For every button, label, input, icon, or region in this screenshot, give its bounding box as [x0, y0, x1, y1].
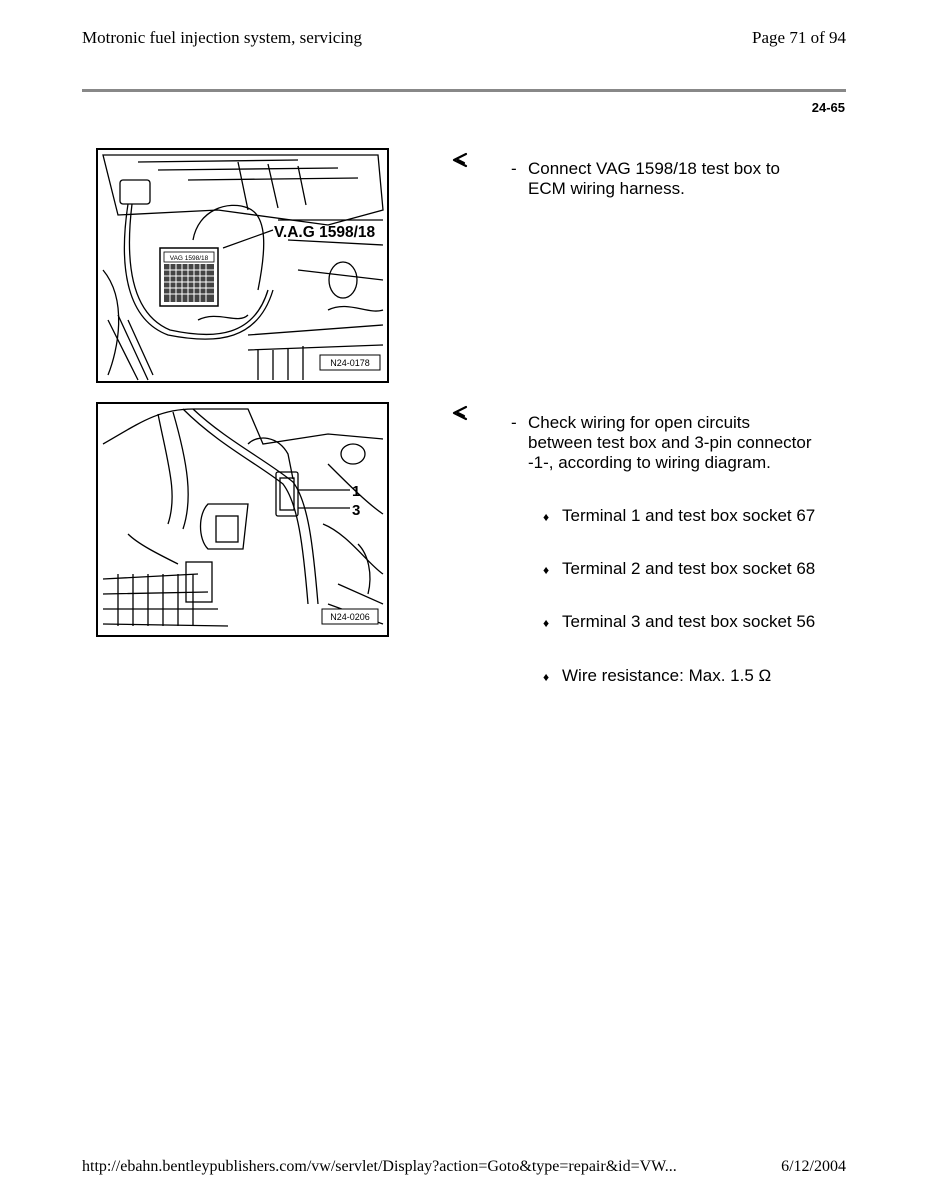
document-title: Motronic fuel injection system, servicing [82, 28, 362, 47]
figure-id-label: N24-0206 [330, 612, 370, 622]
figure-callout-1: 1 [352, 483, 361, 500]
figure-test-box-connection [96, 148, 389, 383]
diamond-bullet-icon: ♦ [543, 510, 550, 524]
diamond-bullet-icon: ♦ [543, 670, 550, 684]
instruction-step [511, 159, 818, 199]
figure-id-label: N24-0178 [330, 358, 370, 368]
header-divider [82, 89, 846, 92]
bullet-text: Wire resistance: Max. 1.5 Ω [562, 666, 772, 685]
bullet-item [543, 666, 832, 686]
diamond-bullet-icon: ♦ [543, 563, 550, 577]
instruction-step [511, 413, 818, 473]
page-indicator: Page 71 of 94 [752, 28, 846, 47]
step-dash: - [511, 159, 517, 178]
figure-callout-vag: V.A.G 1598/18 [274, 224, 376, 241]
engine-bay-illustration-2 [98, 404, 387, 635]
figure-3-pin-connector [96, 402, 389, 637]
step-text: Check wiring for open circuits between test box and 3-pin connector -1-, according to wiring diagram. [528, 413, 812, 472]
bullet-item [543, 506, 832, 526]
section-number: 24-65 [811, 100, 845, 115]
diamond-bullet-icon: ♦ [543, 616, 550, 630]
step-dash: - [511, 413, 517, 432]
test-box-label: VAG 1598/18 [169, 255, 209, 262]
bullet-text: Terminal 2 and test box socket 68 [562, 559, 816, 578]
bullet-item [543, 612, 832, 632]
engine-bay-illustration-1 [98, 150, 387, 381]
bullet-item [543, 559, 832, 579]
bullet-text: Terminal 3 and test box socket 56 [562, 612, 816, 631]
step-text: Connect VAG 1598/18 test box to ECM wiring harness. [528, 159, 781, 198]
footer-url: http://ebahn.bentleypublishers.com/vw/servlet/Display?action=Goto&type=repair&id=VW... [82, 1158, 677, 1175]
figure-callout-3: 3 [352, 502, 361, 519]
arrow-pointer-icon [452, 405, 472, 421]
bullet-text: Terminal 1 and test box socket 67 [562, 506, 816, 525]
arrow-pointer-icon [452, 152, 472, 168]
footer-date: 6/12/2004 [781, 1158, 846, 1175]
